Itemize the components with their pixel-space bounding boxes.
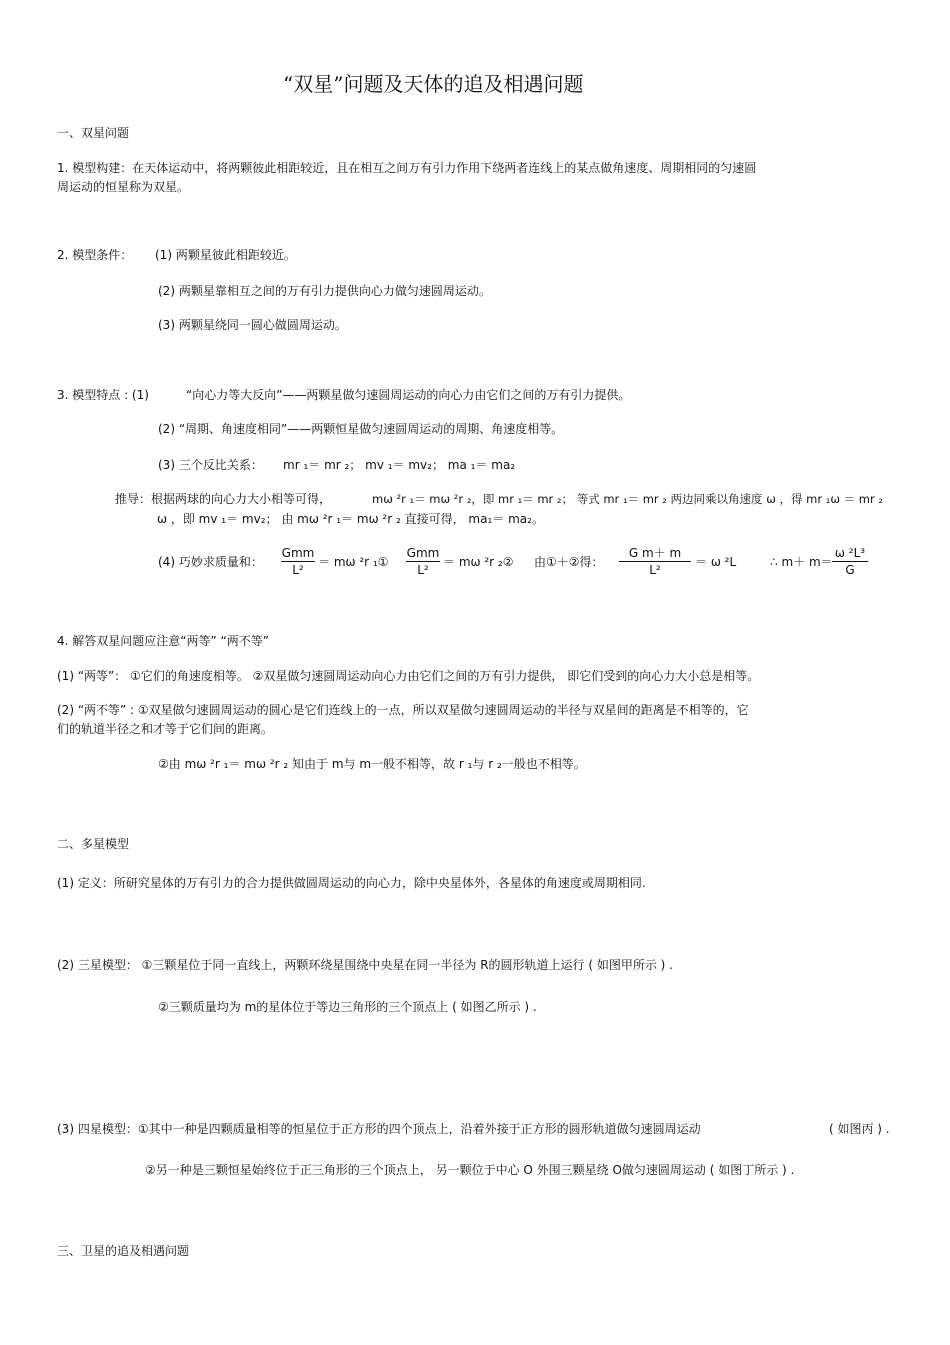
equation-3-denominator: L² bbox=[649, 563, 661, 577]
section-heading-2: 二、多星模型 bbox=[57, 837, 130, 851]
notes-heading: 4. 解答双星问题应注意“两等” “两不等” bbox=[57, 634, 269, 648]
model-features-label: 3. 模型特点 : (1) bbox=[57, 388, 149, 402]
page-title: “双星”问题及天体的追及相遇问题 bbox=[283, 72, 584, 96]
three-star-model-2: ②三颗质量均为 m的星体位于等边三角形的三个顶点上 ( 如图乙所示 ) . bbox=[158, 1000, 537, 1014]
two-unequals-point-2: ②由 mω ²r ₁＝ mω ²r ₂ 知由于 m与 m一般不相等，故 r ₁与 r ₂一般也不相等。 bbox=[158, 757, 586, 771]
multi-star-definition: (1) 定义：所研究星体的万有引力的合力提供做圆周运动的向心力，除中央星体外，各星体的角速度或周期相同. bbox=[57, 876, 646, 890]
model-feature-3-equation: mr ₁＝ mr ₂； mv ₁＝ mv₂； ma ₁＝ ma₂ bbox=[283, 458, 516, 472]
four-star-model-2: ②另一种是三颗恒星始终位于正三角形的三个顶点上， 另一颗位于中心 O 外围三颗星绕 O做匀速圆周运动 ( 如图丁所示 ) . bbox=[145, 1163, 795, 1177]
fraction-bar bbox=[281, 561, 315, 562]
equation-2-denominator: L² bbox=[417, 563, 429, 577]
fraction-bar bbox=[406, 561, 440, 562]
equation-2-rhs: ＝ mω ²r ₂② bbox=[443, 555, 514, 569]
two-equals: (1) “两等”： ①它们的角速度相等。 ②双星做匀速圆周运动向心力由它们之间的万有引力提供， 即它们受到的向心力大小总是相等。 bbox=[57, 669, 760, 683]
equation-3-numerator: G m＋ m bbox=[628, 546, 682, 560]
model-feature-2: (2) “周期、角速度相同”——两颗恒星做匀速圆周运动的周期、角速度相等。 bbox=[158, 422, 564, 436]
two-unequals-line1: (2) “两不等” : ①双星做匀速圆周运动的圆心是它们连线上的一点，所以双星做匀速圆周运动的半径与双星间的距离是不相等的，它 bbox=[57, 703, 749, 717]
model-conditions-label: 2. 模型条件： bbox=[57, 248, 133, 262]
equation-4-denominator: G bbox=[845, 563, 855, 577]
model-condition-2: (2) 两颗星靠相互之间的万有引力提供向心力做匀速圆周运动。 bbox=[158, 284, 491, 298]
equation-4-numerator: ω ²L³ bbox=[834, 546, 866, 560]
model-construction-line1: 1. 模型构建：在天体运动中，将两颗彼此相距较近，且在相互之间万有引力作用下绕两者连线上的某点做角速度、周期相同的匀速圆 bbox=[57, 161, 757, 175]
four-star-model-1: (3) 四星模型：①其中一种是四颗质量相等的恒星位于正方形的四个顶点上，沿着外接于正方形的圆形轨道做匀速圆周运动 bbox=[57, 1122, 701, 1136]
fraction-bar bbox=[832, 561, 868, 562]
equation-4-fraction bbox=[832, 546, 868, 577]
fraction-bar bbox=[619, 561, 691, 562]
equation-3-rhs: ＝ ω ²L bbox=[695, 555, 737, 569]
model-condition-3: (3) 两颗星绕同一圆心做圆周运动。 bbox=[158, 318, 347, 332]
equation-3-fraction bbox=[619, 546, 691, 577]
derivation-conclusion: ω ，即 mv ₁＝ mv₂； 由 mω ²r ₁＝ mω ²r ₂ 直接可得， ma₁＝ ma₂。 bbox=[157, 512, 544, 526]
equation-2-fraction bbox=[406, 546, 440, 577]
equation-1-numerator: Gmm bbox=[281, 546, 315, 560]
equation-1-rhs: ＝ mω ²r ₁① bbox=[318, 555, 389, 569]
model-condition-1: (1) 两颗星彼此相距较近。 bbox=[155, 248, 296, 262]
equation-1-denominator: L² bbox=[292, 563, 304, 577]
derivation-equation: mω ²r ₁＝ mω ²r ₂，即 mr ₁＝ mr ₂； 等式 mr ₁＝ mr ₂ 两边同乘以角速度 ω ，得 mr ₁ω ＝ mr ₂ bbox=[372, 492, 883, 506]
section-heading-3: 三、卫星的追及相遇问题 bbox=[57, 1244, 190, 1258]
model-feature-3-label: (3) 三个反比关系： bbox=[158, 458, 263, 472]
section-heading-1: 一、双星问题 bbox=[57, 126, 130, 140]
model-feature-1: “向心力等大反向”——两颗星做匀速圆周运动的向心力由它们之间的万有引力提供。 bbox=[186, 388, 631, 402]
equation-4-lhs: ∴ m＋ m＝ bbox=[770, 555, 833, 569]
three-star-model-1: (2) 三星模型： ①三颗星位于同一直线上，两颗环绕星围绕中央星在同一半径为 R的圆形轨道上运行 ( 如图甲所示 ) . bbox=[57, 958, 673, 972]
derivation-intro: 推导：根据两球的向心力大小相等可得， bbox=[115, 492, 332, 506]
four-star-model-1-tail: ( 如图丙 ) . bbox=[829, 1122, 890, 1136]
equation-3-label: 由①＋②得： bbox=[534, 555, 604, 569]
two-unequals-line2: 们的轨道半径之和才等于它们间的距离。 bbox=[57, 722, 274, 736]
mass-sum-label: (4) 巧妙求质量和： bbox=[158, 555, 263, 569]
equation-2-numerator: Gmm bbox=[406, 546, 440, 560]
equation-1-fraction bbox=[281, 546, 315, 577]
model-construction-line2: 周运动的恒星称为双星。 bbox=[57, 180, 190, 194]
